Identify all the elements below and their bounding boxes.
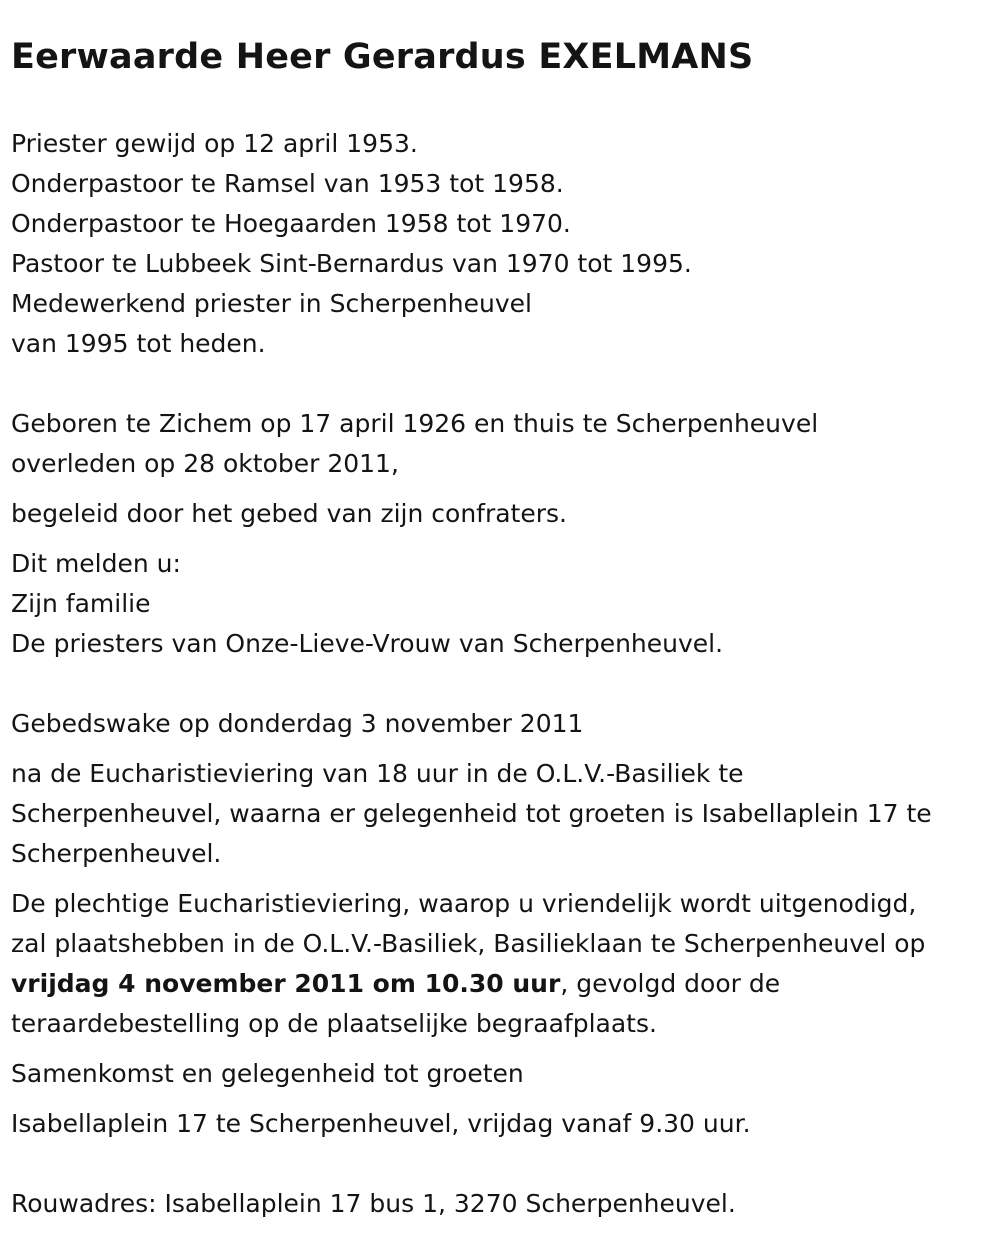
funeral-line: De plechtige Eucharistieviering, waarop u vriendelijk wordt uitgenodigd, <box>11 889 917 918</box>
vigil-detail-line: Scherpenheuvel, waarna er gelegenheid tot groeten is Isabellaplein 17 te <box>11 799 932 828</box>
career-line: Onderpastoor te Hoegaarden 1958 tot 1970. <box>11 209 571 238</box>
career-line: Medewerkend priester in Scherpenheuvel <box>11 289 532 318</box>
gathering-title: Samenkomst en gelegenheid tot groeten <box>11 1059 524 1088</box>
mourning-address: Rouwadres: Isabellaplein 17 bus 1, 3270 Scherpenheuvel. <box>11 1189 736 1218</box>
announcer-line: Zijn familie <box>11 589 151 618</box>
birth-line: Geboren te Zichem op 17 april 1926 en thuis te Scherpenheuvel <box>11 409 819 438</box>
funeral-section <box>11 884 991 1044</box>
career-section <box>11 124 991 364</box>
funeral-after: , gevolgd door de <box>560 969 781 998</box>
funeral-burial-line: teraardebestelling op de plaatselijke begraafplaats. <box>11 1009 657 1038</box>
announcers-section <box>11 544 991 664</box>
vigil-title: Gebedswake op donderdag 3 november 2011 <box>11 709 584 738</box>
funeral-line: zal plaatshebben in de O.L.V.-Basiliek, Basilieklaan te Scherpenheuvel op <box>11 929 926 958</box>
career-line: van 1995 tot heden. <box>11 329 266 358</box>
gathering-details: Isabellaplein 17 te Scherpenheuvel, vrijdag vanaf 9.30 uur. <box>11 1109 751 1138</box>
vigil-detail-line: na de Eucharistieviering van 18 uur in de O.L.V.-Basiliek te <box>11 759 744 788</box>
obituary-notice <box>11 36 991 1224</box>
vigil-details <box>11 754 991 874</box>
death-line: overleden op 28 oktober 2011, <box>11 449 399 478</box>
career-line: Priester gewijd op 12 april 1953. <box>11 129 418 158</box>
career-line: Pastoor te Lubbeek Sint-Bernardus van 1970 tot 1995. <box>11 249 692 278</box>
accompanied-line: begeleid door het gebed van zijn confraters. <box>11 499 567 528</box>
funeral-date-line <box>11 964 991 1004</box>
vigil-detail-line: Scherpenheuvel. <box>11 839 222 868</box>
funeral-date: vrijdag 4 november 2011 om 10.30 uur <box>11 969 561 998</box>
announcer-line: De priesters van Onze-Lieve-Vrouw van Scherpenheuvel. <box>11 629 724 658</box>
page-title: Eerwaarde Heer Gerardus EXELMANS <box>11 37 754 77</box>
announcer-line: Dit melden u: <box>11 549 181 578</box>
career-line: Onderpastoor te Ramsel van 1953 tot 1958. <box>11 169 564 198</box>
birth-death-section <box>11 404 991 484</box>
